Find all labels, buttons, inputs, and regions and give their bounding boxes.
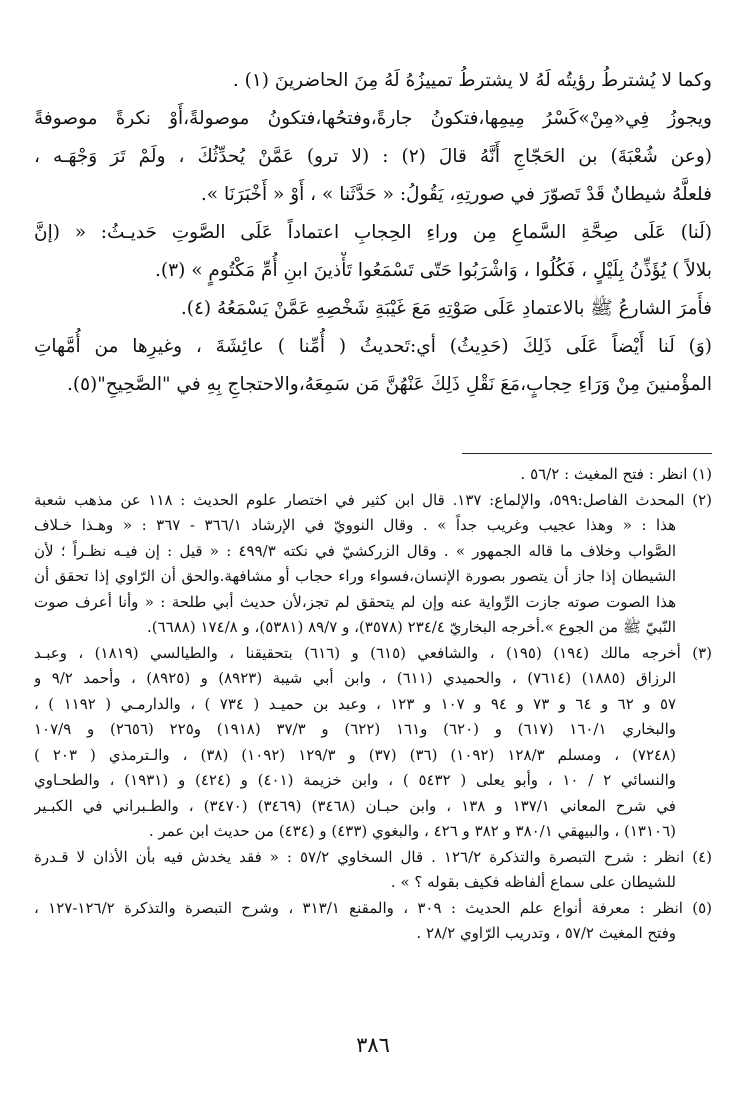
footnote-line: (١) انظر : فتح المغيث : ٥٦/٢ . bbox=[520, 465, 712, 483]
footnote bbox=[34, 641, 712, 845]
text-line: (لَنا) عَلَى صِحَّةِ السَّماعِ مِن وراءِ الحِجابِ اعتماداً عَلَى الصَّوتِ حَديـثُ: « (إنَّ bbox=[34, 222, 712, 243]
main-text bbox=[34, 62, 712, 404]
text-line: بلالاً ) يُؤَذِّنُ بِلَيْلٍ ، فَكُلُوا ، وَاشْرَبُوا حَتّى تَسْمَعُوا تَأْذينَ ابنِ أُمِّ مَكْتُومٍ » (٣). bbox=[155, 260, 712, 281]
text-line: (وَ) لَنا أَيْضاً عَلَى ذَلِكَ (حَدِيثُ) أي:تَحديثُ ( أُمِّنا ) عائِشَةَ ، وغيرِها من أُمَّهاتِ bbox=[34, 336, 712, 357]
page-number: ٣٨٦ bbox=[356, 1033, 390, 1057]
footnote-line: (٣) أخرجه مالك (١٩٤) (١٩٥) ، والشافعي (٦١٥) و (٦١٦) بتحقيقنا ، والطيالسي (١٨١٩) ، وعبـد bbox=[34, 643, 712, 662]
footnote bbox=[34, 896, 712, 947]
footnote-line: الرزاق (١٨٨٥) (٧٦١٤) ، والحميدي (٦١١) ، وابن أبي شيبة (٨٩٢٣) و (٨٩٢٥) ، وأحمد ٩/٢ و bbox=[34, 669, 677, 687]
footnote-line: الصَّواب وخلاف ما قاله الجمهور » . وقال الزركشيّ في نكته ٤٩٩/٣ : « قيل : إن فيـه نظـراً ؛ لأن bbox=[34, 541, 677, 560]
text-line: المؤْمنينَ مِنْ وَرَاءِ حِجابٍ،مَعَ نَقْلِ ذَلِكَ عَنْهُنَّ مَن سَمِعَهُ،والاحتجاجِ بِهِ في "الصَّحِيحِ"(٥). bbox=[66, 374, 712, 395]
text-line: فلعلَّهُ شيطانٌ قَدْ تَصوّرَ في صورتِهِ، يَقُولُ: « حَدَّثَنا » ، أَوْ « أَخْبَرَنَا ». bbox=[200, 184, 712, 205]
footnote-line: الشيطان إذا جاز أن يتصور بصورة الإنسان،فسواء وراء حجاب أو مشافهة.والحق أن الرّاوي إذا تحقق أن bbox=[34, 567, 676, 585]
text-line: وكما لا يُشترطُ رؤيتُه لَهُ لا يشترطُ تمييزُهُ لَهُ مِنَ الحاضرينَ (١) . bbox=[232, 70, 712, 91]
footnote-line: هذا : « وهذا عجيب وغريب جداً » . وقال النوويّ في الإرشاد ٣٦٦/١ - ٣٦٧ : « وهـذا خـلاف bbox=[34, 516, 677, 534]
text-line: فأَمرَ الشارعُ ﷺ بالاعتمادِ عَلَى صَوْتِهِ مَعَ غَيْبَةِ شَخْصِهِ عَمَّنْ يَسْمَعُهُ (٤). bbox=[180, 298, 712, 319]
footnote-line: النّبيّ ﷺ من الجوع ».أخرجه البخاريّ ٢٣٤/٤ (٣٥٧٨)، و ٨٩/٧ (٥٣٨١)، و ١٧٤/٨ (٦٦٨٨). bbox=[146, 618, 676, 636]
footnote-line: هذا الصوت صوته جازت الرِّواية عنه وإن لم يتحقق لم تجز،لأن حديث أبي طلحة : « وأنا أعرف صوت bbox=[34, 592, 676, 611]
footnote bbox=[34, 845, 712, 896]
footnote-line: في شرح المعاني ١٣٧/١ و ١٣٨ ، وابن حبـان (٣٤٦٨) (٣٤٦٩) (٣٤٧٠) ، والطـبراني في الكبـير bbox=[34, 796, 676, 815]
footnote-line: (٧٢٤٨) ، ومسلم ١٢٨/٣ (١٠٩٢) (٣٦) (٣٧) و ١٢٩/٣ (١٠٩٢) (٣٨) ، والـترمذي ( ٢٠٣ ) bbox=[34, 745, 676, 764]
footnote-separator bbox=[462, 453, 712, 454]
footnote-line: وفتح المغيث ٥٧/٢ ، وتدريب الرّاوي ٢٨/٢ . bbox=[416, 924, 676, 942]
footnote bbox=[34, 462, 712, 488]
footnote-line: والبخاري ١٦٠/١ (٦١٧) و (٦٢٠) و١٦١ (٦٢٢) و ٣٧/٣ (١٩١٨) و٢٢٥ (٢٦٥٦) و ١٠٧/٩ bbox=[34, 720, 677, 738]
book-page bbox=[34, 0, 712, 1098]
footnote-line: (٢) المحدث الفاصل:٥٩٩، والإلماع: ١٣٧. قال ابن كثير في اختصار علوم الحديث : ١١٨ عن مذهب شعبة bbox=[34, 490, 712, 509]
footnote-line: والنسائي ٢ / ١٠ ، وأبو يعلى ( ٥٤٣٢ ) ، وابن خزيمة (٤٠١) و (٤٢٤) و (١٩٣١) ، والطحـاوي bbox=[34, 771, 677, 789]
footnote bbox=[34, 488, 712, 641]
footnotes bbox=[34, 462, 712, 947]
footnote-line: للشيطان على سماع ألفاظه فكيف بقوله ؟ » . bbox=[390, 873, 676, 891]
footnote-line: (٤) انظر : شرح التبصرة والتذكرة ١٢٦/٢ . قال السخاوي ٥٧/٢ : « فقد يخدش فيه بأن الأذان لا قـدرة bbox=[34, 847, 712, 866]
footnote-line: (٥) انظر : معرفة أنواع علم الحديث : ٣٠٩ ، والمقنع ٣١٣/١ ، وشرح التبصرة والتذكرة ١٢٦/٢-١٢٧ ، bbox=[34, 898, 712, 917]
text-line: (وعن شُعْبَةَ) بن الحَجّاجِ أَنَّهُ قالَ (٢) : (لا ترو) عَمَّنْ يُحدِّثُكَ ، ولَمْ تَرَ وَجْهَـه ، bbox=[34, 146, 712, 167]
text-line: ويجوزُ فِي«مِنْ»كَسْرُ مِيمِها،فتكونُ جارةً،وفتحُها،فتكونُ موصولةً،أَوْ نكرةً موصوفةً bbox=[34, 108, 712, 129]
footnote-line: (١٣١٠٦) ، والبيهقي ٣٨٠/١ و ٣٨٢ و ٤٢٦ ، والبغوي (٤٣٣) و (٤٣٤) من حديث ابن عمر . bbox=[148, 822, 676, 840]
footnote-line: ٥٧ و ٦٢ و ٦٤ و ٧٣ و ٩٤ و ١٠٧ و ١٢٣ ، وعبد بن حميـد ( ٧٣٤ ) ، والدارمـي ( ١١٩٢ ) ، bbox=[34, 694, 677, 713]
